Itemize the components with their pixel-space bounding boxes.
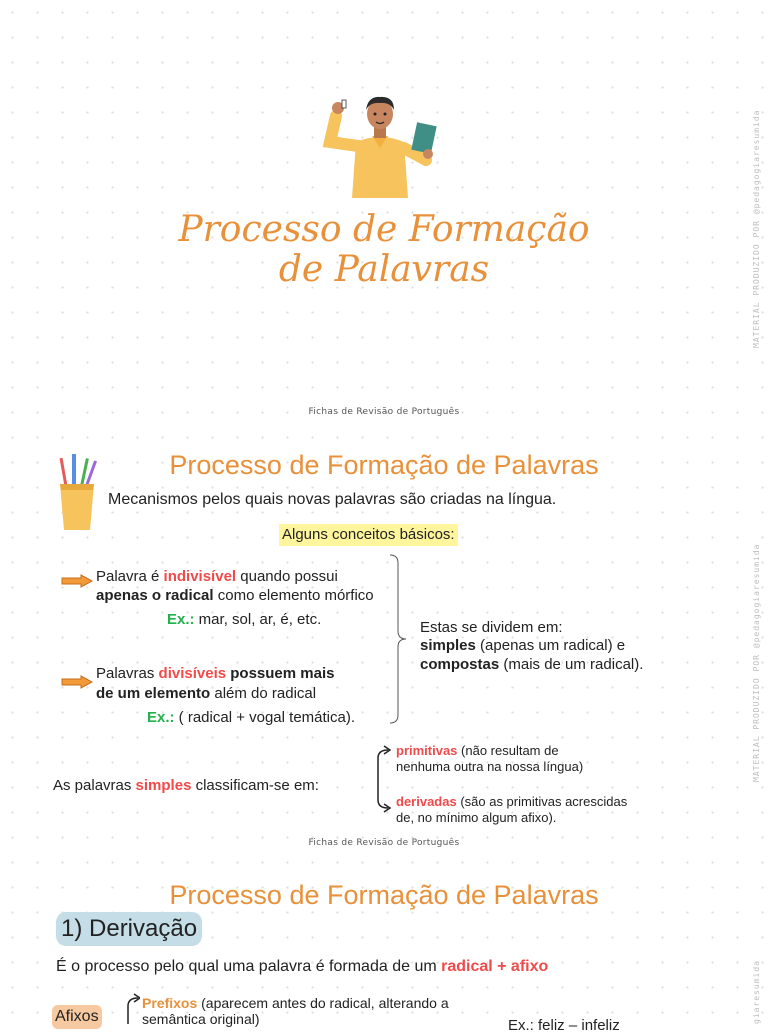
divisible-line1: Palavras divisíveis possuem mais — [96, 665, 335, 682]
divisible-line2: de um elemento além do radical — [96, 685, 317, 702]
concepts-label: Alguns conceitos básicos: — [279, 524, 458, 546]
cover-title-line1: Processo de Formação — [178, 209, 590, 250]
afixos-label: Afixos — [52, 1005, 102, 1029]
primitivas-line2: nenhuma outra na nossa língua) — [396, 759, 584, 774]
split-line1: Estas se dividem em: — [420, 619, 563, 636]
page-footer-2: Fichas de Revisão de Português — [308, 838, 460, 848]
side-watermark-2: MATERIAL PRODUZIDO POR @pedagogiaresumida — [752, 543, 761, 782]
arrow-right-icon-2 — [61, 675, 93, 689]
prefixos-line2: semântica original) — [142, 1011, 260, 1027]
section2-title: Processo de Formação de Palavras — [169, 880, 599, 910]
side-watermark-cut: giaresumida — [752, 960, 761, 1024]
prefixos-example: Ex.: feliz – infeliz — [508, 1017, 620, 1034]
divisible-term: divisíveis — [158, 665, 227, 682]
split-line2: simples (apenas um radical) e — [420, 637, 626, 654]
cover-title-line2: de Palavras — [278, 249, 490, 290]
left-brace-arrows-icon — [370, 742, 394, 816]
teacher-illustration-icon — [316, 92, 444, 202]
derivacao-desc: É o processo pelo qual uma palavra é formada de um radical + afixo — [56, 958, 549, 975]
simple-class-text: As palavras simples classificam-se em: — [53, 777, 319, 794]
page-footer: Fichas de Revisão de Português — [308, 407, 460, 417]
primitivas-line1: primitivas (não resultam de — [396, 743, 559, 758]
section1-title: Processo de Formação de Palavras — [169, 450, 599, 480]
indivisible-line2: apenas o radical como elemento mórfico — [96, 587, 374, 604]
left-brace-arrow-icon-2 — [122, 990, 140, 1024]
derivadas-line1: derivadas (são as primitivas acrescidas — [396, 794, 628, 809]
derivacao-heading: 1) Derivação — [56, 912, 202, 946]
split-line3: compostas (mais de um radical). — [420, 656, 644, 673]
divisible-example: Ex.: ( radical + vogal temática). — [147, 709, 356, 726]
derivadas-line2: de, no mínimo algum afixo). — [396, 810, 557, 825]
intro-text: Mecanismos pelos quais novas palavras são criadas na língua. — [108, 491, 557, 508]
indivisible-example: Ex.: mar, sol, ar, é, etc. — [167, 611, 322, 628]
arrow-right-icon — [61, 574, 93, 588]
prefixos-line1: Prefixos (aparecem antes do radical, alterando a — [142, 995, 449, 1011]
indivisible-line1: Palavra é indivisível quando possui — [96, 568, 338, 585]
right-brace-icon — [388, 553, 408, 725]
side-watermark: MATERIAL PRODUZIDO POR @pedagogiaresumida — [752, 109, 761, 348]
indivisible-term: indivisível — [163, 568, 237, 585]
